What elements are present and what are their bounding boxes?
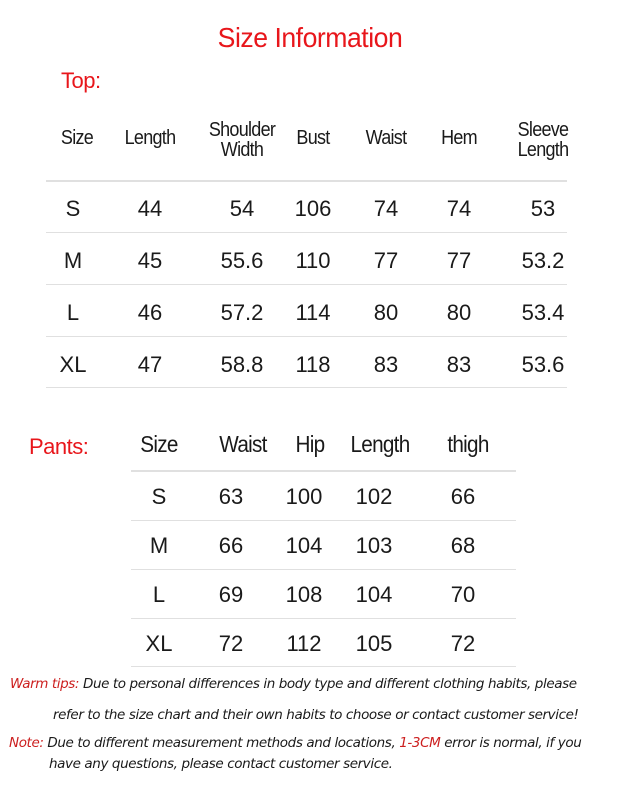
top-cell: 106: [294, 196, 332, 221]
top-header-line: Width: [220, 139, 264, 161]
top-header-line: Bust: [296, 127, 330, 149]
top-cell: 53.2: [521, 248, 565, 273]
top-header-4: [346, 128, 427, 148]
pants-header-0: Size: [140, 431, 178, 457]
top-cell: M: [63, 248, 83, 273]
note-line-1: [9, 735, 620, 751]
pants-cell: 70: [450, 582, 476, 607]
pants-header-2: Hip: [295, 431, 325, 457]
top-cell: 83: [446, 352, 472, 377]
top-header-line: Length: [124, 127, 176, 149]
pants-cell: 72: [450, 631, 476, 656]
top-header-line: Hem: [441, 127, 477, 149]
top-cell: 114: [295, 300, 331, 325]
top-header-3: [273, 128, 354, 148]
page-title: Size Information: [217, 22, 403, 53]
pants-table-rule: [131, 618, 516, 619]
pants-cell: 104: [285, 533, 323, 558]
pants-cell: 102: [355, 484, 393, 509]
pants-cell: 104: [355, 582, 393, 607]
top-table-rule: [46, 232, 567, 233]
top-cell: 53.6: [521, 352, 565, 377]
top-header-line: Length: [517, 139, 569, 161]
top-cell: XL: [59, 352, 87, 377]
top-table-rule: [46, 180, 567, 182]
pants-cell: 103: [355, 533, 393, 558]
top-cell: 80: [373, 300, 399, 325]
top-cell: 46: [137, 300, 163, 325]
note-text-before: Due to different measurement methods and locations,: [43, 735, 400, 751]
top-cell: 53: [530, 196, 556, 221]
top-header-0: [37, 128, 118, 148]
top-cell: S: [65, 196, 81, 221]
top-header-6: [503, 120, 584, 160]
top-header-line: Size: [60, 127, 94, 149]
top-header-line: Shoulder: [208, 119, 276, 141]
pants-cell: 63: [218, 484, 244, 509]
warm-tips-text: Due to personal differences in body type and different clothing habits, please: [79, 676, 577, 692]
top-header-1: [110, 128, 191, 148]
top-cell: 58.8: [220, 352, 264, 377]
pants-section-label: Pants:: [29, 434, 89, 459]
note-label: Note:: [9, 735, 44, 751]
pants-table-rule: [131, 470, 516, 472]
note-line-2: have any questions, please contact customer service.: [49, 756, 393, 772]
note-text-after: error is normal, if you: [440, 735, 582, 751]
pants-cell: S: [151, 484, 167, 509]
pants-cell: 69: [218, 582, 244, 607]
pants-header-1: Waist: [219, 431, 267, 457]
pants-cell: 105: [355, 631, 393, 656]
top-cell: 74: [446, 196, 472, 221]
top-header-line: Waist: [365, 127, 407, 149]
top-header-line: Sleeve: [517, 119, 569, 141]
pants-cell: 108: [285, 582, 323, 607]
top-section-label: Top:: [61, 68, 101, 93]
top-table-rule: [46, 336, 567, 337]
top-header-2: [202, 120, 283, 160]
top-cell: 110: [295, 248, 331, 273]
top-cell: 54: [229, 196, 255, 221]
top-cell: 80: [446, 300, 472, 325]
pants-cell: M: [149, 533, 169, 558]
top-cell: 53.4: [521, 300, 565, 325]
top-table-rule: [46, 387, 567, 388]
pants-cell: 66: [450, 484, 476, 509]
pants-cell: L: [152, 582, 166, 607]
top-cell: 57.2: [220, 300, 264, 325]
warm-tips-line-1: [10, 676, 620, 692]
top-cell: 77: [373, 248, 399, 273]
pants-cell: 72: [218, 631, 244, 656]
top-cell: 55.6: [220, 248, 264, 273]
top-cell: 74: [373, 196, 399, 221]
note-highlight: 1-3CM: [399, 735, 441, 751]
top-cell: 47: [137, 352, 163, 377]
pants-table-rule: [131, 520, 516, 521]
pants-header-4: thigh: [447, 431, 489, 457]
pants-table-rule: [131, 569, 516, 570]
top-header-5: [419, 128, 500, 148]
warm-tips-line-2: refer to the size chart and their own habits to choose or contact customer service!: [53, 707, 579, 723]
top-cell: 118: [295, 352, 331, 377]
pants-cell: 68: [450, 533, 476, 558]
top-table-rule: [46, 284, 567, 285]
warm-tips-label: Warm tips:: [10, 676, 80, 692]
pants-cell: 100: [285, 484, 323, 509]
top-cell: 44: [137, 196, 163, 221]
top-cell: 77: [446, 248, 472, 273]
pants-table-rule: [131, 666, 516, 667]
pants-header-3: Length: [350, 431, 410, 457]
pants-cell: 66: [218, 533, 244, 558]
pants-cell: 112: [286, 631, 322, 656]
top-cell: 45: [137, 248, 163, 273]
pants-cell: XL: [145, 631, 173, 656]
top-cell: 83: [373, 352, 399, 377]
top-cell: L: [66, 300, 80, 325]
